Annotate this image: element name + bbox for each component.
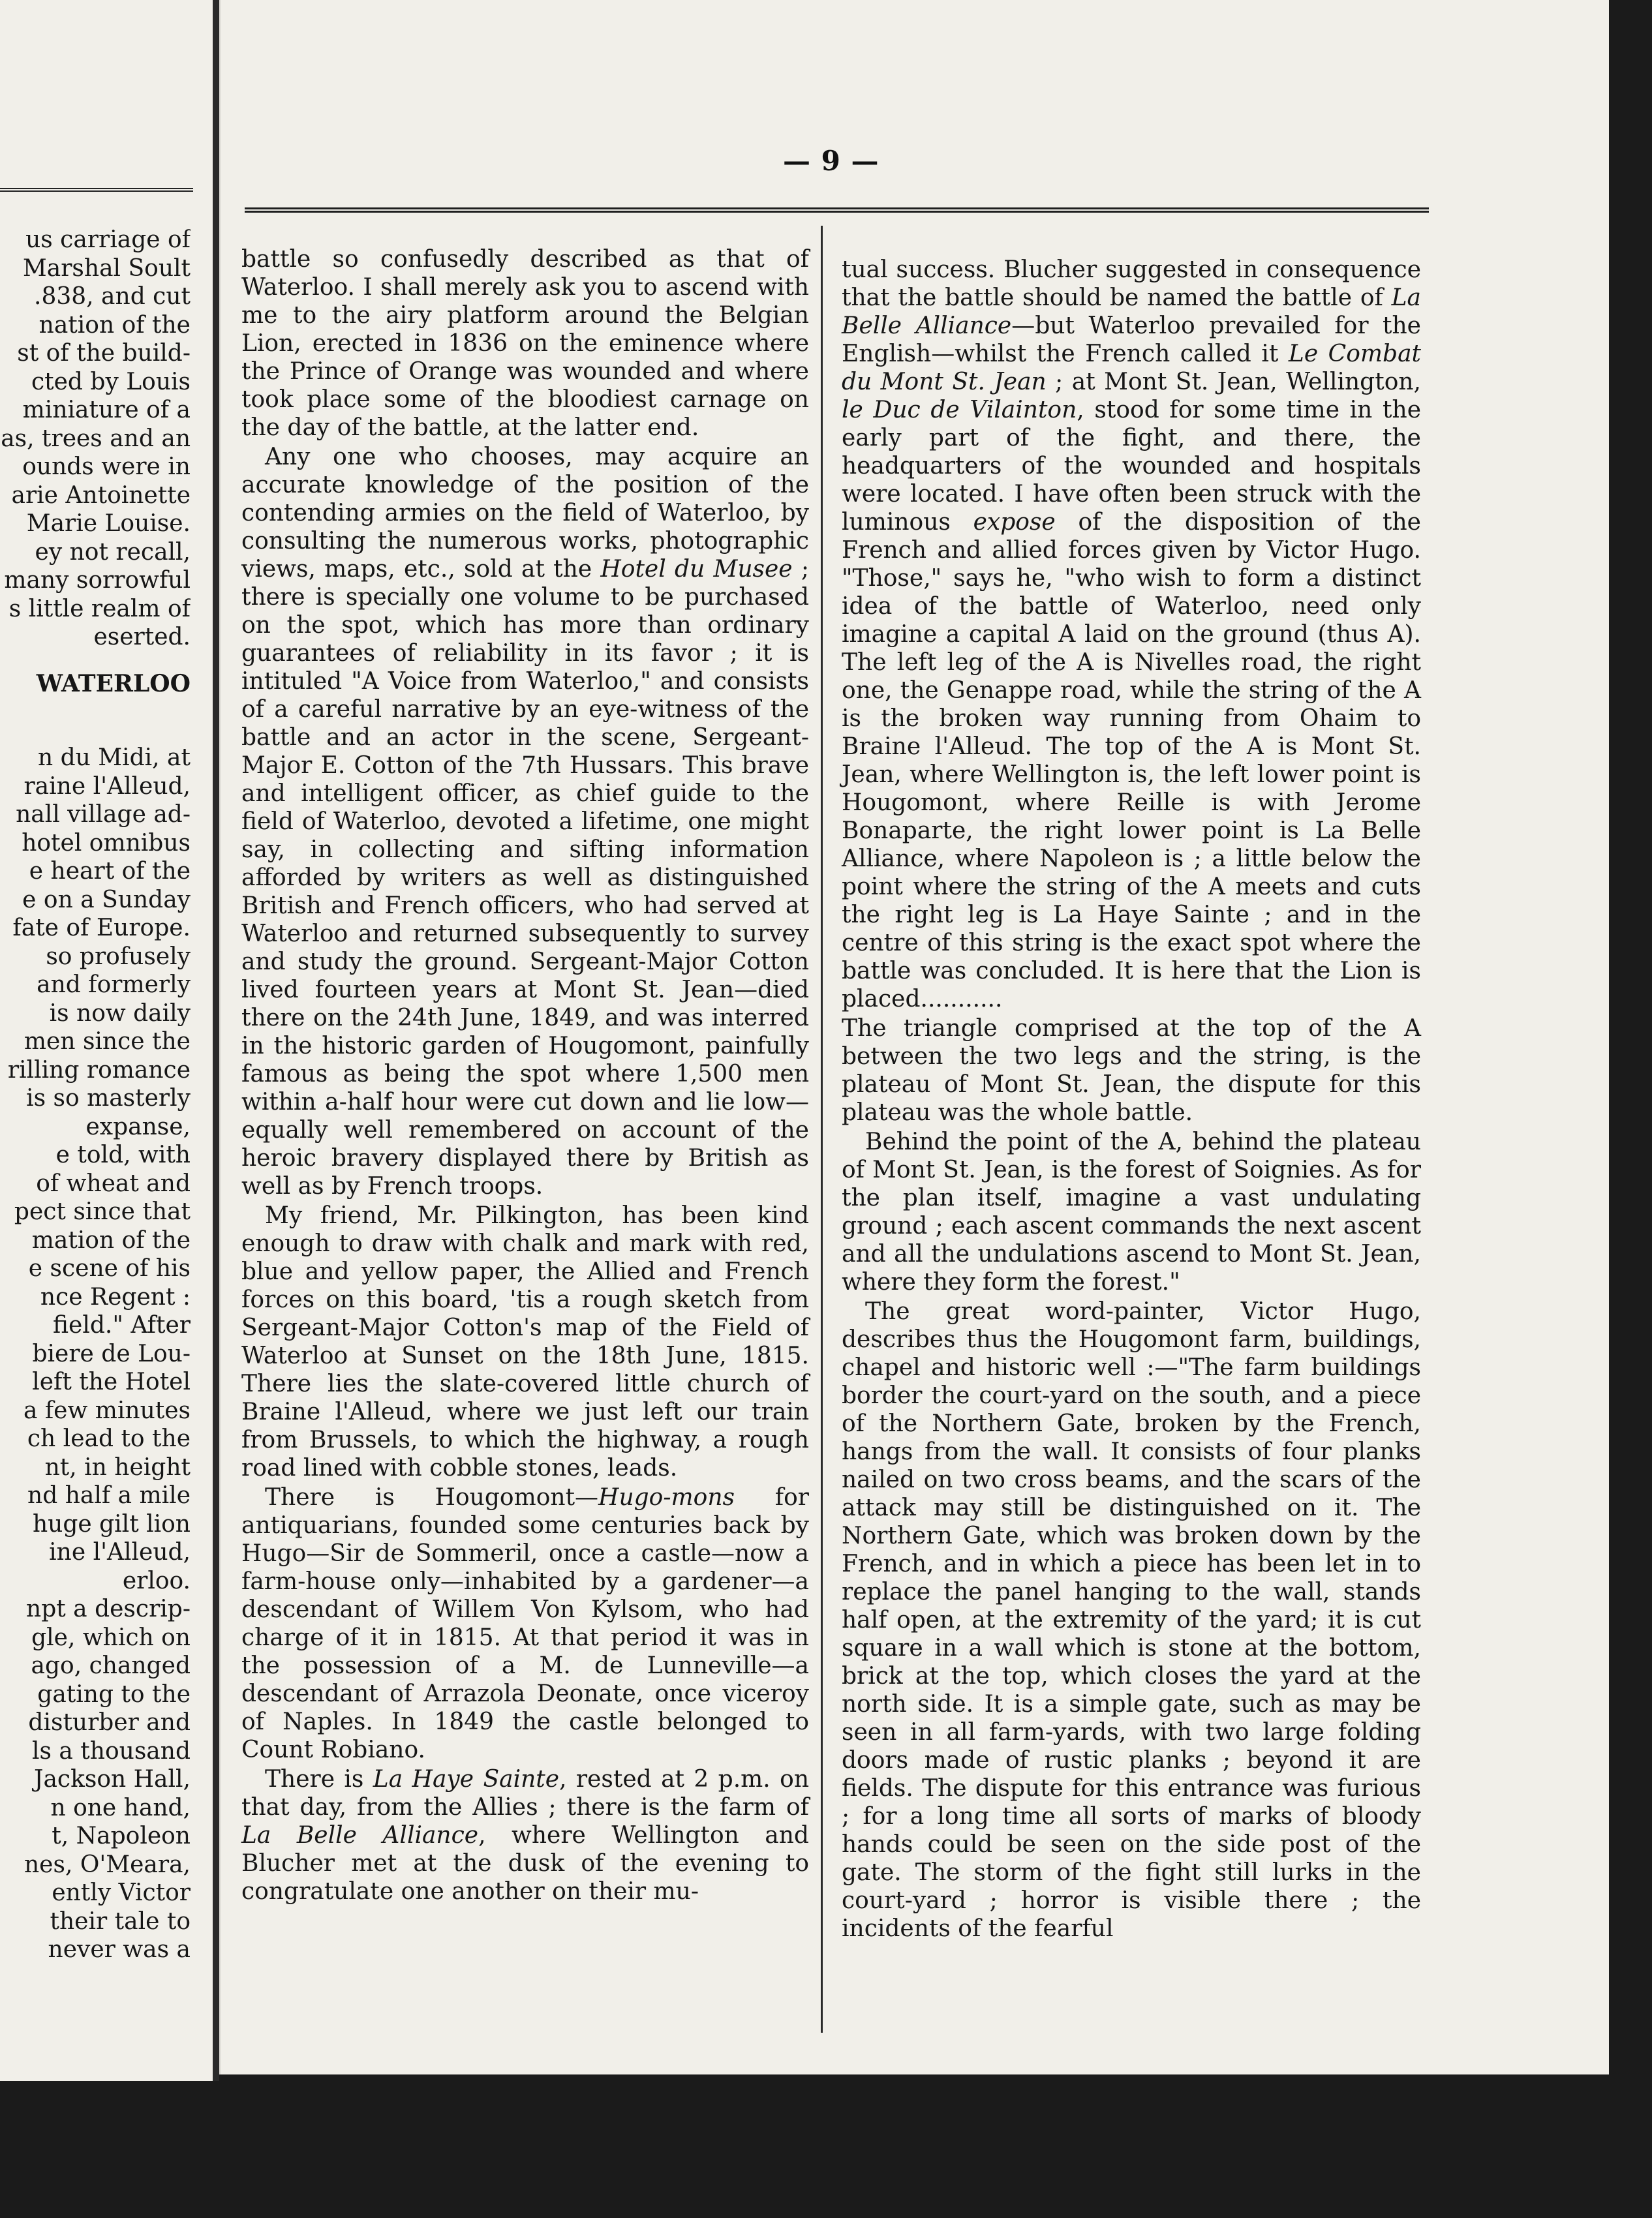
fragment-heading: WATERLOO [36, 669, 191, 697]
fragment-line: of wheat and [36, 1170, 191, 1197]
column-divider [821, 226, 823, 2033]
fragment-line: Jackson Hall, [34, 1766, 191, 1793]
fragment-line: Marie Louise. [26, 510, 191, 537]
fragment-line: left the Hotel [32, 1369, 191, 1395]
paragraph: Any one who chooses, may acquire an accurate knowledge of the position of the contending armies on the field of Waterloo, by consulting the numerous works, photographic views, maps, etc., sold at the Hotel du Musee ; there is specially one volume to be purchased on the spot, which has more than ordinary guarantees of reliability in its favor ; it is intituled "A Voice from Waterloo," and consists of a careful narrative by an eye-witness of the battle and an actor in the scene, Sergeant-Major E. Cotton of the 7th Hussars. This brave and intelligent officer, as chief guide to the field of Waterloo, devoted a lifetime, one might say, in collecting and sifting information afforded by writers as well as distinguished British and French officers, who had served at Waterloo and returned subsequently to survey and study the ground. Sergeant-Major Cotton lived fourteen years at Mont St. Jean—died there on the 24th June, 1849, and was interred in the historic garden of Hougomont, painfully famous as being the spot where 1,500 men within a-half hour were cut down and lie low—equally well remembered on account of the heroic bravery displayed there by British as well as by French troops. [241, 444, 810, 1200]
page-number: — 9 — [783, 145, 880, 177]
paragraph: My friend, Mr. Pilkington, has been kind enough to draw with chalk and mark with red, blue and yellow paper, the Allied and French forces on this board, 'tis a rough sketch from Sergeant-Major Cotton's map of the Field of Waterloo at Sunset on the 18th June, 1815. There lies the slate-covered little church of Braine l'Alleud, where we just left our train from Brussels, to which the highway, a rough road lined with cobble stones, leads. [241, 1202, 809, 1481]
fragment-line: their tale to [50, 1907, 191, 1935]
fragment-line: us carriage of [25, 226, 191, 253]
fragment-line: field." After [53, 1312, 191, 1339]
fragment-line: nt, in height [44, 1453, 191, 1481]
paragraph: There is Hougomont—Hugo-mons for antiquarians, founded some centuries back by Hugo—Sir de Sommeril, once a castle—now a farm-house only—inhabited by a gardener—a descendant of Willem Von Kylsom, who had charge of it in 1815. At that period it was in the possession of a M. de Lunneville—a descendant of Arrazola Deonate, once viceroy of Naples. In 1849 the castle belonged to Count Robiano. [241, 1484, 809, 1763]
fragment-line: e scene of his [28, 1255, 191, 1282]
fragment-line: gle, which on [31, 1624, 191, 1651]
fragment-line: huge gilt lion [32, 1510, 191, 1538]
fragment-line: .838, and cut [34, 283, 191, 310]
fragment-line: cted by Louis [31, 368, 191, 395]
fragment-line: disturber and [28, 1709, 191, 1736]
fragment-line: eserted. [93, 624, 191, 650]
fragment-line: ls a thousand [31, 1737, 191, 1765]
fragment-line: Marshal Soult [22, 254, 191, 282]
fragment-line: mation of the [31, 1226, 191, 1254]
fragment-lines-after [0, 744, 191, 1964]
fragment-line: ch lead to the [27, 1425, 191, 1452]
paragraph: Behind the point of the A, behind the plateau of Mont St. Jean, is the forest of Soignies. As for the plan itself, imagine a vast undulating ground ; each ascent commands the next ascent and all the undulations ascend to Mont St. Jean, where they form the forest." [842, 1129, 1421, 1296]
fragment-line: gating to the [37, 1680, 191, 1708]
fragment-line: and formerly [37, 971, 191, 998]
fragment-line: expanse, [85, 1113, 191, 1140]
fragment-line: as, trees and an [1, 425, 191, 452]
fragment-line: e heart of the [29, 858, 191, 885]
fragment-line: nall village ad- [16, 801, 191, 828]
fragment-line: n du Midi, at [37, 744, 191, 771]
fragment-line: ine l'Alleud, [49, 1539, 191, 1566]
fragment-line: nes, O'Meara, [23, 1851, 191, 1878]
paragraph: There is La Haye Sainte, rested at 2 p.m. on that day, from the Allies ; there is the farm of La Belle Alliance, where Wellington and Blucher met at the dusk of the evening to congratulate one another on their mu- [241, 1766, 810, 1905]
fragment-line: never was a [48, 1936, 191, 1963]
fragment-line: raine l'Alleud, [23, 772, 191, 800]
paragraph: battle so confusedly described as that of Waterloo. I shall merely ask you to ascend with me to the airy platform around the Belgian Lion, erected in 1836 on the eminence where the Prince of Orange was wounded and where took place some of the bloodiest carnage on the day of the battle, at the latter end. [241, 246, 809, 441]
fragment-line: e told, with [55, 1142, 191, 1168]
page-gutter [213, 0, 219, 2081]
fragment-line: is now daily [49, 999, 191, 1027]
fragment-line: nd half a mile [27, 1482, 191, 1509]
fragment-line: rilling romance [7, 1056, 191, 1084]
fragment-line: men since the [23, 1028, 191, 1055]
header-rule [245, 207, 1429, 213]
fragment-line: biere de Lou- [32, 1340, 191, 1367]
fragment-line: so profusely [46, 943, 191, 970]
right-column [842, 256, 1421, 1944]
fragment-line: pect since that [14, 1198, 191, 1225]
fragment-line: fate of Europe. [12, 915, 191, 941]
fragment-line: t, Napoleon [52, 1823, 191, 1849]
fragment-line: hotel omnibus [22, 829, 191, 857]
fragment-line: miniature of a [22, 397, 191, 423]
previous-page-rule [0, 188, 193, 192]
fragment-line: erloo. [122, 1567, 191, 1594]
fragment-line: many sorrowful [4, 567, 191, 594]
fragment-line: arie Antoinette [11, 481, 191, 509]
paragraph: The triangle comprised at the top of the A between the two legs and the string, is the plateau of Mont St. Jean, the dispute for this plateau was the whole battle. [842, 1015, 1421, 1126]
paragraph: The great word-painter, Victor Hugo, describes thus the Hougomont farm, buildings, chapel and historic well :—"The farm buildings border the court-yard on the south, and a piece of the Northern Gate, broken by the French, hangs from the wall. It consists of four planks nailed on two cross beams, and the scars of the attack may still be distinguished on it. The Northern Gate, which was broken down by the French, and in which a piece has been let in to replace the panel hanging to the wall, stands half open, at the extremity of the yard; it is cut square in a wall which is stone at the bottom, brick at the top, which closes the yard at the north side. It is a simple gate, such as may be seen in all farm-yards, with two large folding doors made of rustic planks ; beyond it are fields. The dispute for this entrance was furious ; for a long time all sorts of marks of bloody hands could be seen on the side post of the gate. The storm of the fight still lurks in the court-yard ; horror is visible there ; the incidents of the fearful [842, 1298, 1421, 1942]
fragment-line: a few minutes [23, 1397, 191, 1424]
previous-page-column [0, 226, 191, 1964]
fragment-line: is so masterly [26, 1085, 191, 1112]
paragraph: tual success. Blucher suggested in consequence that the battle should be named the battle of La Belle Alliance—but Waterloo prevailed for the English—whilst the French called it Le Combat du Mont St. Jean ; at Mont St. Jean, Wellington, le Duc de Vilainton, stood for some time in the early part of the fight, and there, the headquarters of the wounded and hospitals were located. I have often been struck with the luminous expose of the disposition of the French and allied forces given by Victor Hugo. "Those," says he, "who wish to form a distinct idea of the battle of Waterloo, need only imagine a capital A laid on the ground (thus A). The left leg of the A is Nivelles road, the right one, the Genappe road, while the string of the A is the broken way running from Ohaim to Braine l'Alleud. The top of the A is Mont St. Jean, where Wellington is, the left lower point is Hougomont, where Reille is with Jerome Bonaparte, the right lower point is La Belle Alliance, where Napoleon is ; a little below the point where the string of the A meets and cuts the right leg is La Haye Sainte ; and in the centre of this string is the exact spot where the battle was concluded. It is here that the Lion is placed........... [842, 256, 1422, 1012]
fragment-lines-before [0, 226, 191, 652]
middle-column [241, 245, 809, 1907]
fragment-line: ounds were in [22, 453, 191, 480]
fragment-line: n one hand, [50, 1794, 191, 1821]
fragment-line: nation of the [38, 311, 191, 339]
fragment-line: e on a Sunday [22, 886, 191, 913]
fragment-line: ently Victor [52, 1879, 191, 1906]
fragment-line: st of the build- [17, 340, 191, 367]
fragment-line: ey not recall, [35, 538, 191, 566]
fragment-line: s little realm of [8, 595, 191, 622]
fragment-line: npt a descrip- [26, 1596, 191, 1622]
fragment-line: ago, changed [31, 1652, 191, 1679]
fragment-line: nce Regent : [40, 1283, 191, 1311]
